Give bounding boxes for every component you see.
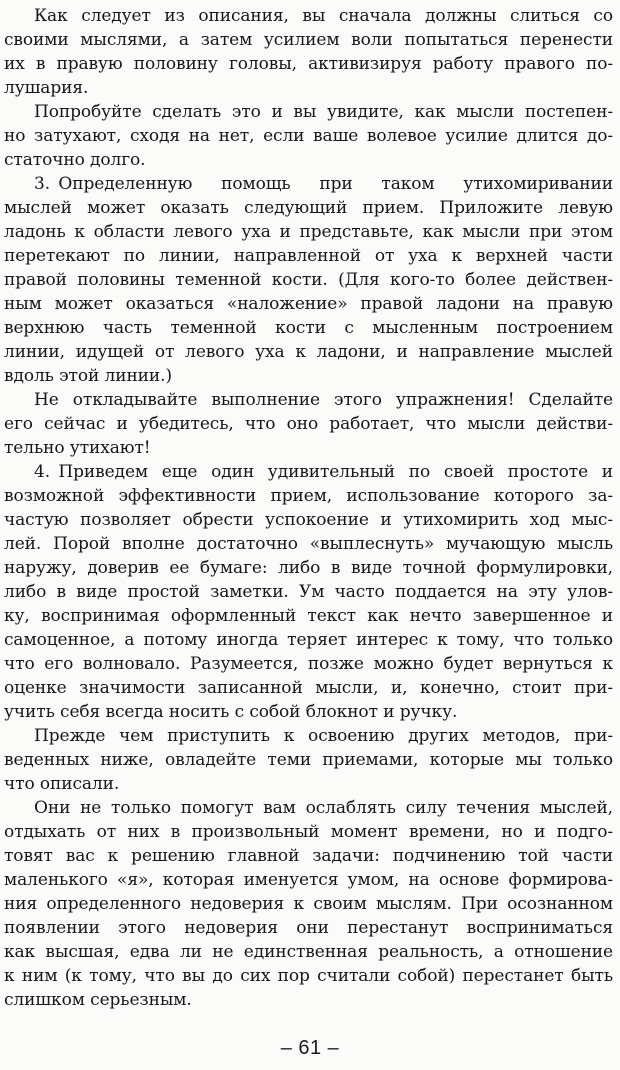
text-line: Прежде чем приступить к освоению других методов, при- [34,726,613,746]
text-line: либо в виде простой заметки. Ум часто поддается на эту улов- [4,582,613,602]
text-line: но затухают, сходя на нет, если ваше волевое усилие длится до- [4,126,613,146]
text-line: ным может оказаться «наложение» правой ладони на правую [4,294,613,314]
text-line: лей. Порой вполне достаточно «выплеснуть» мучающую мысль [4,534,613,554]
text-line: возможной эффективности прием, использование которого за- [4,486,613,506]
text-line: маленького «я», которая именуется умом, на основе формирова- [4,870,613,890]
text-line: вдоль этой линии.) [4,366,172,386]
text-line: товят вас к решению главной задачи: подчинению той части [4,846,613,866]
text-line: ния определенного недоверия к своим мыслям. При осознанном [4,894,613,914]
text-line: их в правую половину головы, активизируя работу правого по- [4,54,613,74]
text-line: Они не только помогут вам ослаблять силу течения мыслей, [34,798,613,818]
text-line: ладонь к области левого уха и представьте, как мысли при этом [4,222,613,242]
text-line: линии, идущей от левого уха к ладони, и направление мыслей [4,342,613,362]
paragraph [4,724,613,796]
text-line: частую позволяет обрести успокоение и утихомирить ход мыс- [4,510,613,530]
text-line: его сейчас и убедитесь, что оно работает, что мысли действи- [4,414,613,434]
text-line: наружу, доверив ее бумаге: либо в виде точной формулировки, [4,558,613,578]
text-line: к ним (к тому, что вы до сих пор считали собой) перестанет быть [4,966,613,986]
text-line: 3. Определенную помощь при таком утихомиривании [34,174,613,194]
text-line: 4. Приведем еще один удивительный по своей простоте и [34,462,613,482]
text-line: самоценное, а потому иногда теряет интерес к тому, что только [4,630,613,650]
text-line: появлении этого недоверия они перестанут восприниматься [4,918,613,938]
text-line: тельно утихают! [4,438,151,458]
text-line: мыслей может оказать следующий прием. Приложите левую [4,198,613,218]
paragraph-numbered-3 [4,172,613,388]
text-line: верхнюю часть теменной кости с мысленным построением [4,318,613,338]
page-footer [0,1036,620,1060]
text-line: что описали. [4,774,120,794]
text-line: учить себя всегда носить с собой блокнот и ручку. [4,702,458,722]
text-line: Как следует из описания, вы сначала должны слиться со [34,6,613,26]
text-line: правой половины теменной кости. (Для кого-то более действен- [4,270,613,290]
text-line: перетекают по линии, направленной от уха к верхней части [4,246,613,266]
paragraph [4,388,613,460]
page-number: – 61 – [280,1037,340,1059]
text-line: Не откладывайте выполнение этого упражнения! Сделайте [34,390,613,410]
paragraph-numbered-4 [4,460,613,724]
text-line: оценке значимости записанной мысли, и, конечно, стоит при- [4,678,613,698]
text-line: слишком серьезным. [4,990,192,1010]
text-line: ку, воспринимая оформленный текст как нечто завершенное и [4,606,613,626]
text-line: лушария. [4,78,89,98]
text-line: Попробуйте сделать это и вы увидите, как мысли постепен- [34,102,613,122]
paragraph [4,796,613,1012]
text-line: что его волновало. Разумеется, позже можно будет вернуться к [4,654,613,674]
text-line: отдыхать от них в произвольный момент времени, но и подго- [4,822,613,842]
text-line: статочно долго. [4,150,146,170]
text-line: веденных ниже, овладейте теми приемами, которые мы только [4,750,613,770]
text-line: как высшая, едва ли не единственная реальность, а отношение [4,942,613,962]
paragraph [4,100,613,172]
text-line: своими мыслями, а затем усилием воли попытаться перенести [4,30,613,50]
paragraph [4,4,613,100]
